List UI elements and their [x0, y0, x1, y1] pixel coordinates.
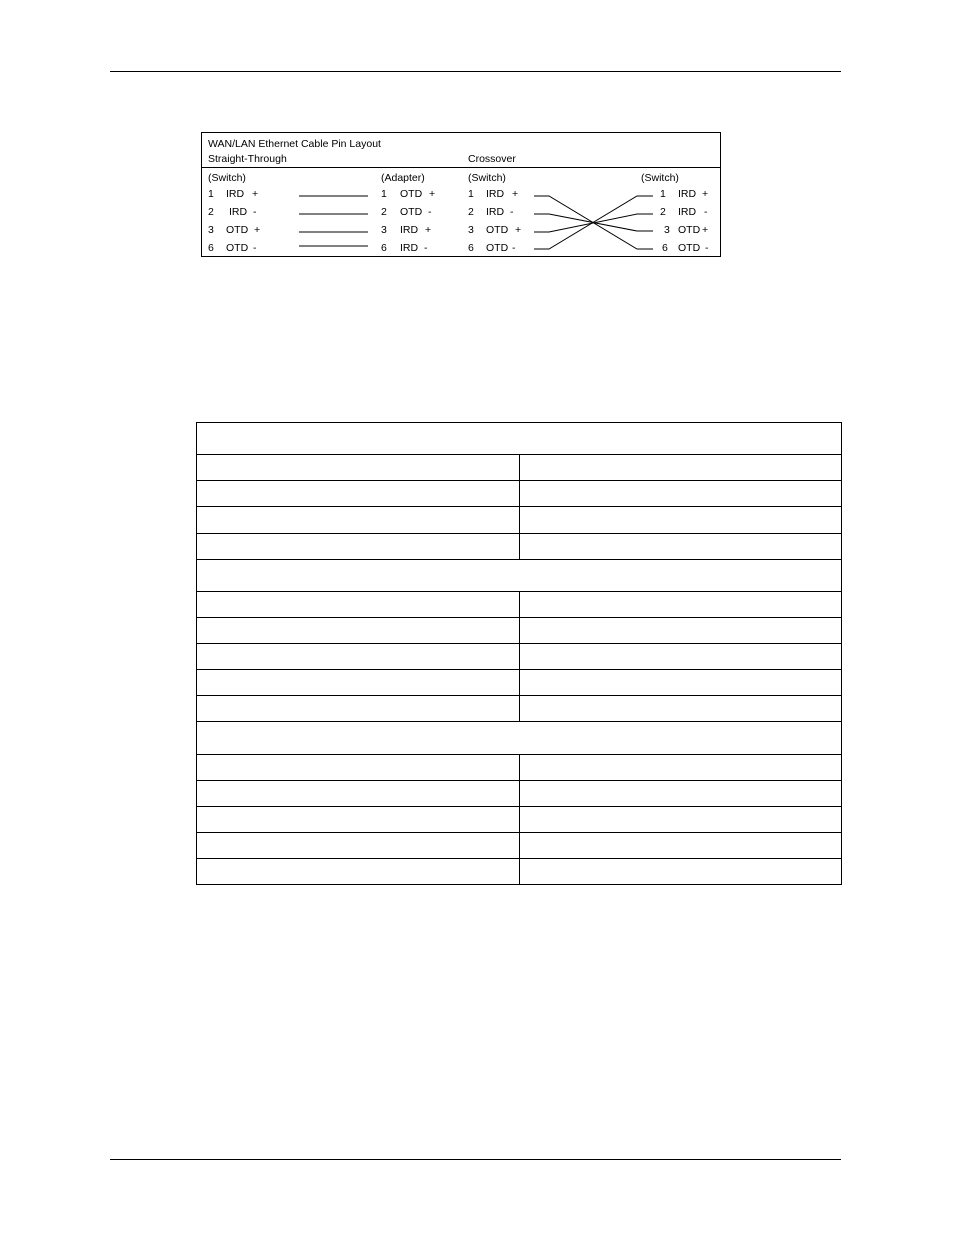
- table-section-row: [197, 423, 842, 455]
- pin-polarity: -: [510, 206, 514, 218]
- pin-polarity: +: [702, 224, 709, 236]
- pin-number: 2: [660, 206, 666, 218]
- table-cell: [197, 832, 520, 858]
- pin-signal: OTD: [678, 224, 701, 236]
- table-section-cell: [197, 722, 842, 754]
- pin-number: 3: [468, 224, 474, 236]
- table-cell: [197, 481, 520, 507]
- table-section-cell: [197, 423, 842, 455]
- table-cell: [197, 533, 520, 559]
- pin-number: 1: [208, 188, 214, 200]
- pin-polarity: -: [704, 206, 708, 218]
- table-section-row: [197, 722, 842, 754]
- table-cell: [197, 644, 520, 670]
- table-cell: [519, 696, 842, 722]
- table-cell: [519, 617, 842, 643]
- table-cell: [519, 481, 842, 507]
- pin-signal: IRD: [226, 188, 245, 200]
- cable-pin-layout-diagram: [201, 132, 721, 257]
- pin-number: 1: [381, 188, 387, 200]
- pin-number: 2: [468, 206, 474, 218]
- table-row: [197, 806, 842, 832]
- pin-signal: IRD: [400, 224, 419, 236]
- table-row: [197, 754, 842, 780]
- straight-through-label: Straight-Through: [208, 153, 287, 165]
- table-row: [197, 617, 842, 643]
- pin-polarity: -: [428, 206, 432, 218]
- pin-number: 3: [208, 224, 214, 236]
- table-cell: [519, 533, 842, 559]
- pin-number: 3: [664, 224, 670, 236]
- cross-right-header: (Switch): [641, 172, 679, 184]
- pin-signal: OTD: [226, 224, 249, 236]
- pin-signal: IRD: [486, 206, 505, 218]
- pin-polarity: +: [702, 188, 709, 200]
- pin-polarity: -: [512, 242, 516, 254]
- table-cell: [519, 806, 842, 832]
- pin-polarity: +: [515, 224, 522, 236]
- table-cell: [197, 617, 520, 643]
- pin-signal: IRD: [486, 188, 505, 200]
- diagram-title: WAN/LAN Ethernet Cable Pin Layout: [208, 138, 381, 150]
- table-row: [197, 533, 842, 559]
- straight-left-header: (Switch): [208, 172, 246, 184]
- pin-signal: IRD: [400, 242, 419, 254]
- pin-signal: OTD: [400, 188, 423, 200]
- table-row: [197, 644, 842, 670]
- table-cell: [519, 754, 842, 780]
- pin-signal: OTD: [486, 224, 509, 236]
- table-cell: [519, 644, 842, 670]
- table-cell: [519, 507, 842, 533]
- pin-polarity: -: [253, 206, 257, 218]
- table-cell: [519, 455, 842, 481]
- pin-number: 6: [381, 242, 387, 254]
- pin-polarity: +: [254, 224, 261, 236]
- pin-number: 2: [208, 206, 214, 218]
- table-cell: [197, 858, 520, 884]
- crossover-label: Crossover: [468, 153, 516, 165]
- pin-signal: OTD: [400, 206, 423, 218]
- pin-signal: IRD: [678, 188, 697, 200]
- header-rule: [110, 71, 841, 72]
- table-cell: [197, 696, 520, 722]
- crossover-wire: [534, 196, 653, 249]
- straight-right-header: (Adapter): [381, 172, 425, 184]
- pin-polarity: +: [512, 188, 519, 200]
- table-cell: [197, 591, 520, 617]
- table-row: [197, 670, 842, 696]
- pin-signal: IRD: [229, 206, 248, 218]
- table-section-cell: [197, 559, 842, 591]
- pin-number: 6: [662, 242, 668, 254]
- table-row: [197, 455, 842, 481]
- table-row: [197, 591, 842, 617]
- pin-signal: IRD: [678, 206, 697, 218]
- table-section-row: [197, 559, 842, 591]
- pin-number: 1: [468, 188, 474, 200]
- table-cell: [197, 806, 520, 832]
- cross-left-header: (Switch): [468, 172, 506, 184]
- pin-polarity: -: [705, 242, 709, 254]
- pin-polarity: +: [429, 188, 436, 200]
- pin-number: 1: [660, 188, 666, 200]
- pin-signal: OTD: [678, 242, 701, 254]
- table-row: [197, 780, 842, 806]
- table-row: [197, 507, 842, 533]
- table-cell: [519, 591, 842, 617]
- footer-rule: [110, 1159, 841, 1160]
- table-cell: [197, 670, 520, 696]
- table-row: [197, 832, 842, 858]
- table-row: [197, 481, 842, 507]
- wire-lines: [202, 133, 722, 258]
- table-cell: [197, 507, 520, 533]
- table-cell: [197, 754, 520, 780]
- table-row: [197, 858, 842, 884]
- pin-polarity: -: [424, 242, 428, 254]
- pin-number: 2: [381, 206, 387, 218]
- table-cell: [519, 670, 842, 696]
- pin-polarity: +: [425, 224, 432, 236]
- table-cell: [519, 858, 842, 884]
- table-cell: [197, 455, 520, 481]
- pin-number: 3: [381, 224, 387, 236]
- pin-number: 6: [468, 242, 474, 254]
- crossover-wire: [534, 214, 653, 232]
- table-cell: [519, 832, 842, 858]
- table-cell: [519, 780, 842, 806]
- pin-polarity: +: [252, 188, 259, 200]
- pin-polarity: -: [253, 242, 257, 254]
- pin-signal: OTD: [226, 242, 249, 254]
- table-cell: [197, 780, 520, 806]
- pin-signal: OTD: [486, 242, 509, 254]
- table-row: [197, 696, 842, 722]
- pin-number: 6: [208, 242, 214, 254]
- spec-table: [196, 422, 842, 885]
